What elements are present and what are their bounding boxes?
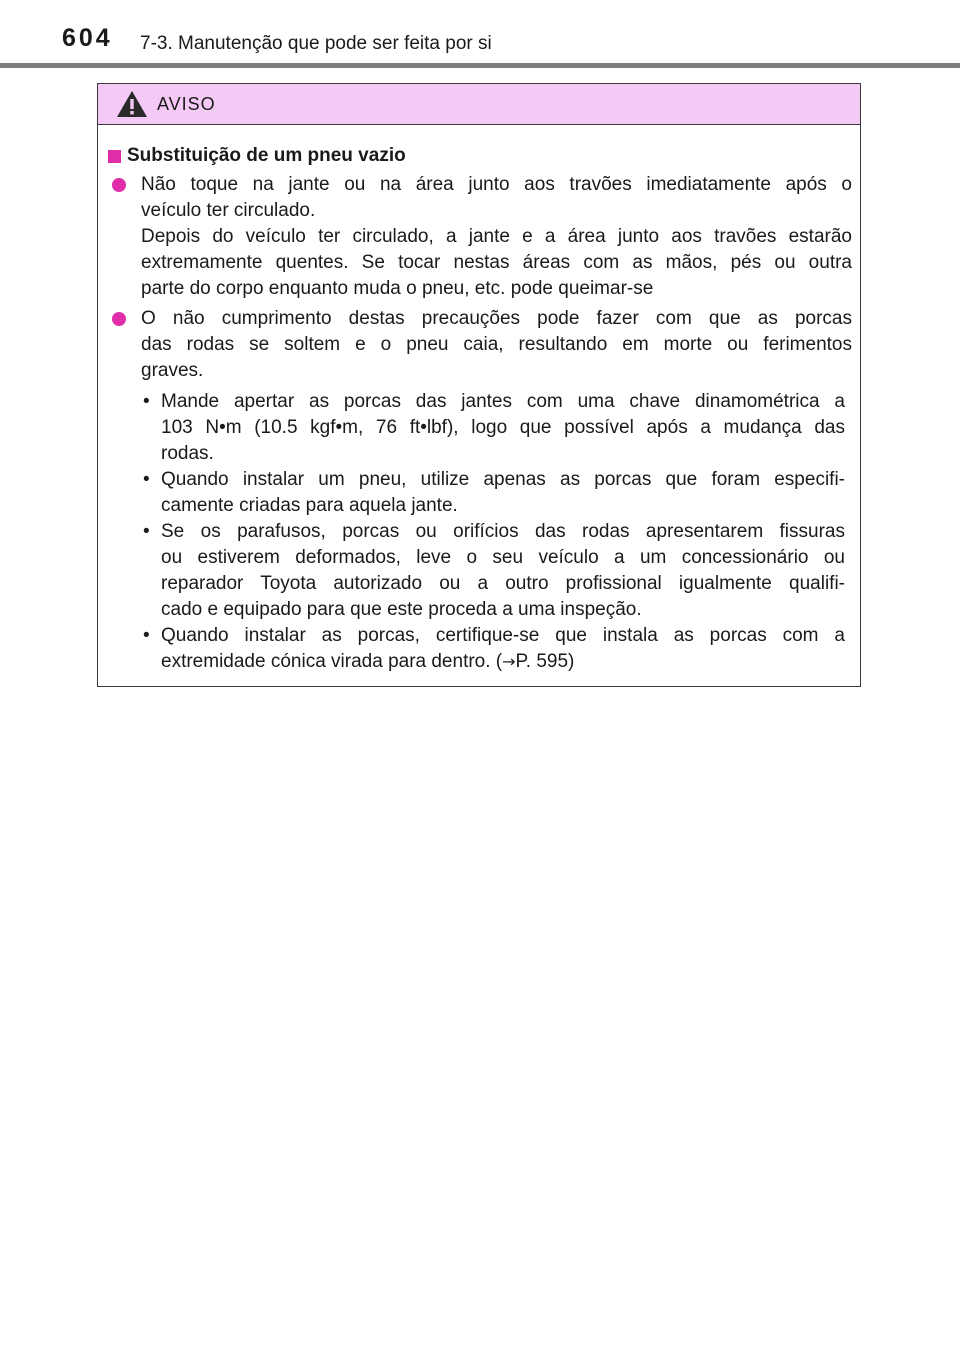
header-rule — [0, 63, 960, 68]
section-heading — [108, 145, 406, 167]
text-line: Não toque na jante ou na área junto aos travões imediatamente após o — [141, 174, 852, 195]
text-line-with-reference — [161, 649, 845, 675]
text-line: extremamente quentes. Se tocar nestas áreas com as mãos, pés ou outra — [141, 252, 852, 273]
text-line: Mande apertar as porcas das jantes com uma chave dinamométrica a — [161, 391, 845, 412]
arrow-right-icon: → — [502, 652, 516, 671]
text-line: parte do corpo enquanto muda o pneu, etc. pode queimar-se — [141, 278, 654, 299]
text-line: Quando instalar as porcas, certifique-se que instala as porcas com a — [161, 625, 845, 646]
text-line: Quando instalar um pneu, utilize apenas as porcas que foram especifi- — [161, 469, 845, 490]
text-line: das rodas se soltem e o pneu caia, resultando em morte ou ferimentos — [141, 334, 852, 355]
square-bullet-icon — [108, 150, 121, 163]
text-line: cado e equipado para que este proceda a uma inspeção. — [161, 599, 642, 620]
text-line: reparador Toyota autorizado ou a outro profissional igualmente qualifi- — [161, 573, 845, 594]
sub-bullet: • — [143, 625, 150, 646]
section-title: Substituição de um pneu vazio — [127, 145, 406, 166]
sub-bullet: • — [143, 469, 150, 490]
warning-triangle-icon — [116, 90, 148, 118]
chapter-title: 7-3. Manutenção que pode ser feita por si — [140, 33, 492, 54]
text-line: O não cumprimento destas precauções pode fazer com que as porcas — [141, 308, 852, 329]
warning-box — [97, 83, 861, 687]
sub-bullet: • — [143, 521, 150, 542]
page-reference: P. 595) — [515, 651, 575, 672]
text-segment: extremidade cónica virada para dentro. ( — [161, 651, 503, 672]
warning-label: AVISO — [157, 94, 216, 114]
text-line: Se os parafusos, porcas ou orifícios das rodas apresentarem fissuras — [161, 521, 845, 542]
round-bullet-icon — [112, 312, 126, 326]
warning-header — [98, 84, 860, 125]
page-number: 604 — [62, 24, 113, 52]
text-line: rodas. — [161, 443, 214, 464]
text-line: veículo ter circulado. — [141, 200, 316, 221]
text-line: 103 N•m (10.5 kgf•m, 76 ft•lbf), logo que possível após a mudança das — [161, 417, 845, 438]
round-bullet-icon — [112, 178, 126, 192]
sub-bullet: • — [143, 391, 150, 412]
text-line: Depois do veículo ter circulado, a jante e a área junto aos travões estarão — [141, 226, 852, 247]
text-line: camente criadas para aquela jante. — [161, 495, 458, 516]
text-line: ou estiverem deformados, leve o seu veículo a um concessionário ou — [161, 547, 845, 568]
text-line: graves. — [141, 360, 204, 381]
